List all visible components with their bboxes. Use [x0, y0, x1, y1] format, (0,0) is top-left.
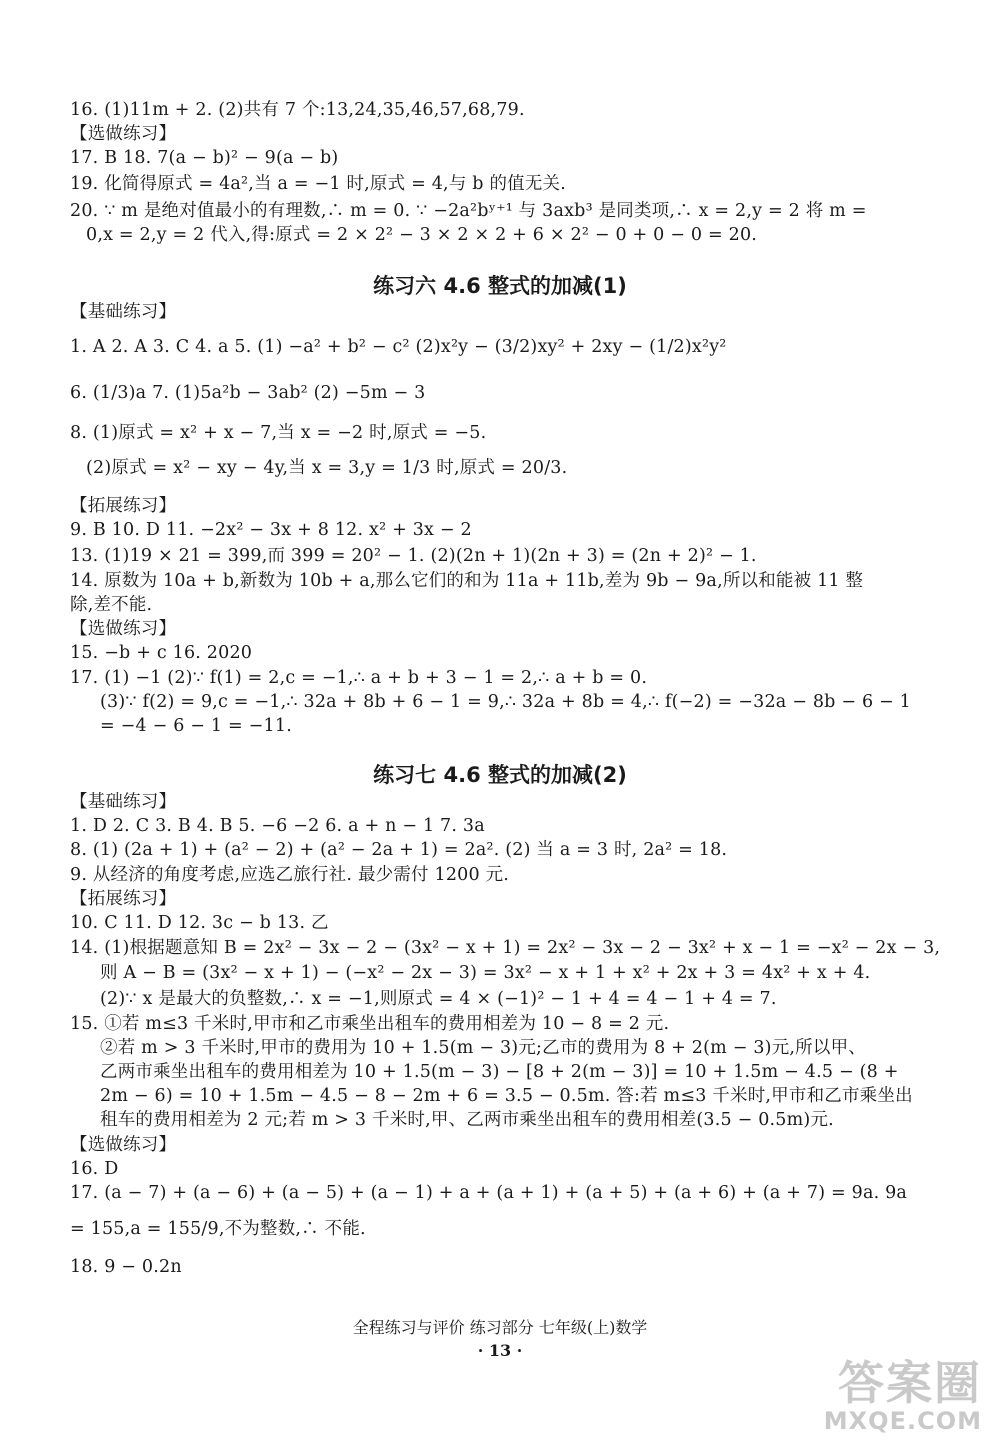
section-label: 【选做练习】	[70, 1135, 177, 1155]
answer-line: 17. (1) −1 (2)∵ f(1) = 2,c = −1,∴ a + b + 3 − 1 = 2,∴ a + b = 0.	[70, 668, 648, 688]
answer-line: 13. (1)19 × 21 = 399,而 399 = 20² − 1. (2)(2n + 1)(2n + 3) = (2n + 2)² − 1.	[70, 546, 757, 566]
answer-line: (2)∵ x 是最大的负整数,∴ x = −1,则原式 = 4 × (−1)² − 1 + 4 = 4 − 1 + 4 = 7.	[100, 989, 777, 1009]
answer-line: 则 A − B = (3x² − x + 1) − (−x² − 2x − 3) = 3x² − x + 1 + x² + 2x + 3 = 4x² + x + 4.	[100, 963, 871, 983]
section-label: 【拓展练习】	[70, 889, 177, 909]
answer-line: (2)原式 = x² − xy − 4y,当 x = 3,y = 1/3 时,原式 = 20/3.	[86, 458, 568, 478]
section-label: 【拓展练习】	[70, 496, 177, 516]
watermark-logo: 答案圈	[838, 1356, 982, 1410]
answer-line: 0,x = 2,y = 2 代入,得:原式 = 2 × 2² − 3 × 2 × 2 + 6 × 2² − 0 + 0 − 0 = 20.	[86, 225, 758, 245]
answer-line: ②若 m > 3 千米时,甲市的费用为 10 + 1.5(m − 3)元;乙市的费用为 8 + 2(m − 3)元,所以甲、	[100, 1038, 866, 1058]
answer-line: 20. ∵ m 是绝对值最小的有理数,∴ m = 0. ∵ −2a²bʸ⁺¹ 与 3axb³ 是同类项,∴ x = 2,y = 2 将 m =	[70, 201, 867, 221]
answer-line: 14. 原数为 10a + b,新数为 10b + a,那么它们的和为 11a + 11b,差为 9b − 9a,所以和能被 11 整	[70, 571, 864, 591]
watermark	[824, 1358, 982, 1434]
answer-line: 6. (1/3)a 7. (1)5a²b − 3ab² (2) −5m − 3	[70, 383, 426, 403]
answer-line: 9. 从经济的角度考虑,应选乙旅行社. 最少需付 1200 元.	[70, 865, 510, 885]
section-label: 【基础练习】	[70, 302, 177, 322]
answer-line: 8. (1) (2a + 1) + (a² − 2) + (a² − 2a + 1) = 2a². (2) 当 a = 3 时, 2a² = 18.	[70, 840, 728, 860]
answer-line: 16. D	[70, 1159, 119, 1179]
answer-line: 14. (1)根据题意知 B = 2x² − 3x − 2 − (3x² − x + 1) = 2x² − 3x − 2 − 3x² + x − 1 = −x² − 2x − 3,	[70, 938, 941, 958]
answer-line: = 155,a = 155/9,不为整数,∴ 不能.	[70, 1219, 366, 1239]
answer-line: 10. C 11. D 12. 3c − b 13. 乙	[70, 913, 329, 933]
page-number: · 13 ·	[477, 1341, 523, 1360]
section-heading: 练习七 4.6 整式的加减(2)	[373, 763, 627, 787]
answer-line: 租车的费用相差为 2 元;若 m > 3 千米时,甲、乙两市乘坐出租车的费用相差(3.5 − 0.5m)元.	[100, 1110, 834, 1130]
watermark-url: MXQE.COM	[823, 1407, 982, 1435]
answer-line: 19. 化简得原式 = 4a²,当 a = −1 时,原式 = 4,与 b 的值无关.	[70, 174, 567, 194]
answer-line: 乙两市乘坐出租车的费用相差为 10 + 1.5(m − 3) − [8 + 2(m − 3)] = 10 + 1.5m − 4.5 − (8 +	[100, 1062, 899, 1082]
section-label: 【基础练习】	[70, 792, 177, 812]
answer-line: = −4 − 6 − 1 = −11.	[100, 716, 292, 736]
answer-line: 17. B 18. 7(a − b)² − 9(a − b)	[70, 148, 339, 168]
section-heading: 练习六 4.6 整式的加减(1)	[373, 274, 627, 298]
answer-line: (3)∵ f(2) = 9,c = −1,∴ 32a + 8b + 6 − 1 = 9,∴ 32a + 8b = 4,∴ f(−2) = −32a − 8b − 6 − 1	[100, 692, 911, 712]
answer-line: 15. −b + c 16. 2020	[70, 643, 253, 663]
answer-line: 2m − 6) = 10 + 1.5m − 4.5 − 8 − 2m + 6 = 3.5 − 0.5m. 答:若 m≤3 千米时,甲市和乙市乘坐出	[100, 1086, 913, 1106]
footer-title: 全程练习与评价 练习部分 七年级(上)数学	[352, 1318, 648, 1337]
answer-line: 17. (a − 7) + (a − 6) + (a − 5) + (a − 1) + a + (a + 1) + (a + 5) + (a + 6) + (a + 7) = 9a. 9a	[70, 1183, 908, 1203]
answer-line: 8. (1)原式 = x² + x − 7,当 x = −2 时,原式 = −5.	[70, 423, 487, 443]
answer-line: 除,差不能.	[70, 595, 153, 615]
section-label: 【选做练习】	[70, 619, 177, 639]
answer-line: 16. (1)11m + 2. (2)共有 7 个:13,24,35,46,57,68,79.	[70, 100, 525, 120]
answer-line: 18. 9 − 0.2n	[70, 1257, 182, 1277]
answer-line: 1. A 2. A 3. C 4. a 5. (1) −a² + b² − c² (2)x²y − (3/2)xy² + 2xy − (1/2)x²y²	[70, 337, 727, 357]
answer-line: 15. ①若 m≤3 千米时,甲市和乙市乘坐出租车的费用相差为 10 − 8 = 2 元.	[70, 1014, 670, 1034]
section-label: 【选做练习】	[70, 124, 177, 144]
answer-line: 9. B 10. D 11. −2x² − 3x + 8 12. x² + 3x − 2	[70, 520, 472, 540]
answer-line: 1. D 2. C 3. B 4. B 5. −6 −2 6. a + n − 1 7. 3a	[70, 816, 485, 836]
